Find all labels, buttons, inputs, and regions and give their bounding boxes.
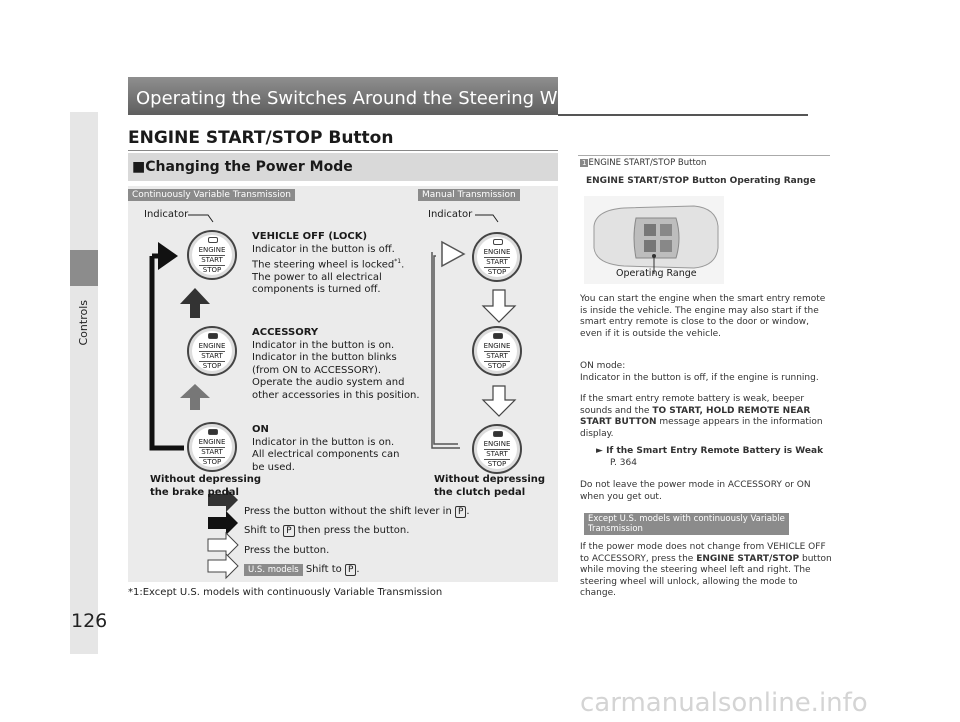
tag-mt: Manual Transmission — [418, 189, 520, 201]
legend-arrow-3 — [208, 533, 238, 557]
engine-button-on: ENGINE START STOP — [187, 422, 237, 472]
watermark: carmanualsonline.info — [580, 688, 868, 718]
mode-on-description: ON Indicator in the button is on. All electrical components can be used. — [252, 424, 400, 473]
range-title: ENGINE START/STOP Button Operating Range — [586, 176, 816, 186]
title-rule — [128, 150, 558, 151]
button-indicator-on — [208, 429, 218, 435]
legend-item-1: Press the button without the shift lever in P . — [244, 506, 470, 517]
mode-accessory-description: ACCESSORY Indicator in the button is on. Indicator in the button blinks (from ON to ACCESSORY). Operate the audio system and other accessories in this position. — [252, 327, 420, 401]
engine-button-off: ENGINE START STOP — [187, 230, 237, 280]
brake-pedal-note: Without depressing the brake pedal — [150, 474, 262, 498]
ref-rule — [578, 155, 830, 156]
park-key: P — [283, 525, 294, 537]
legend-arrow-2 — [208, 511, 238, 535]
clutch-pedal-note: Without depressing the clutch pedal — [434, 474, 546, 498]
except-models-tag: Except U.S. models with continuously Variable Transmission — [584, 513, 789, 535]
tag-cvt: Continuously Variable Transmission — [128, 189, 295, 201]
indicator-label-left: Indicator — [144, 209, 189, 220]
ref-heading: 1 ENGINE START/STOP Button — [582, 158, 707, 168]
up-arrow-1 — [180, 288, 210, 318]
ref-paragraph-3: If the smart entry remote battery is weak, beeper sounds and the TO START, HOLD REMOTE NEAR START BUTTON message appears in the information display. — [580, 394, 823, 439]
ref-paragraph-5: If the power mode does not change from VEHICLE OFF to ACCESSORY, press the ENGINE START/STOP button while moving the steering wheel left and right. The steering wheel will unlock, allowing the mode to change. — [580, 542, 832, 598]
bracket-arrow-left — [152, 256, 184, 448]
legend-item-3: Press the button. — [244, 545, 330, 556]
page-number: 126 — [71, 610, 108, 632]
up-arrow-2 — [180, 384, 210, 410]
engine-button-off-mt: ENGINE START STOP — [472, 232, 522, 282]
indicator-label-right: Indicator — [428, 209, 473, 220]
side-label: Controls — [77, 300, 90, 346]
bracket-arrow-right — [434, 256, 458, 444]
engine-button-accessory: ENGINE START STOP — [187, 326, 237, 376]
down-arrow-2 — [483, 386, 515, 416]
ref-paragraph-4: Do not leave the power mode in ACCESSORY or ON when you get out. — [580, 480, 811, 502]
banner-rule — [558, 114, 808, 116]
mode-off-description: VEHICLE OFF (LOCK) Indicator in the button is off. The steering wheel is locked$^{*1}$. The power to all electrical components is turned off. — [252, 231, 405, 296]
ref-link[interactable]: ► If the Smart Entry Remote Battery is Weak — [596, 446, 824, 456]
sidebar-strip — [70, 112, 98, 654]
banner-title: Operating the Switches Around the Steering Wheel — [136, 88, 597, 109]
legend-arrow-4 — [208, 554, 238, 578]
ref-paragraph-1: You can start the engine when the smart entry remote is inside the vehicle. The engine may also start if the smart entry remote is close to the door or window, even if it is outside the vehicle. — [580, 294, 826, 339]
button-indicator-off — [493, 239, 503, 245]
down-arrow-1 — [483, 290, 515, 322]
us-models-tag: U.S. models — [244, 564, 303, 576]
link-arrow-icon: ► — [596, 446, 603, 456]
ref-link-page: P. 364 — [610, 458, 637, 468]
button-indicator-off — [208, 237, 218, 243]
sidebar-tab — [70, 250, 98, 286]
button-indicator-on — [208, 333, 218, 339]
section-title: ■Changing the Power Mode — [132, 159, 353, 175]
bracket-arrowhead-right — [442, 242, 464, 266]
footnote: *1:Except U.S. models with continuously Variable Transmission — [128, 587, 443, 598]
button-indicator-on — [493, 333, 503, 339]
button-indicator-on — [493, 431, 503, 437]
indicator-leader-right — [475, 215, 498, 222]
engine-button-accessory-mt: ENGINE START STOP — [472, 326, 522, 376]
operating-range-label: Operating Range — [616, 268, 697, 279]
legend-item-4: U.S. models Shift to P . — [244, 564, 360, 577]
park-key: P — [345, 564, 356, 576]
ref-paragraph-2a: ON mode: — [580, 361, 626, 371]
park-key: P — [455, 506, 466, 518]
page-title: ENGINE START/STOP Button — [128, 128, 394, 148]
legend-item-2: Shift to P then press the button. — [244, 525, 410, 536]
ref-paragraph-2b: Indicator in the button is off, if the engine is running. — [580, 373, 819, 383]
engine-button-on-mt: ENGINE START STOP — [472, 424, 522, 474]
indicator-leader-left — [188, 215, 213, 222]
